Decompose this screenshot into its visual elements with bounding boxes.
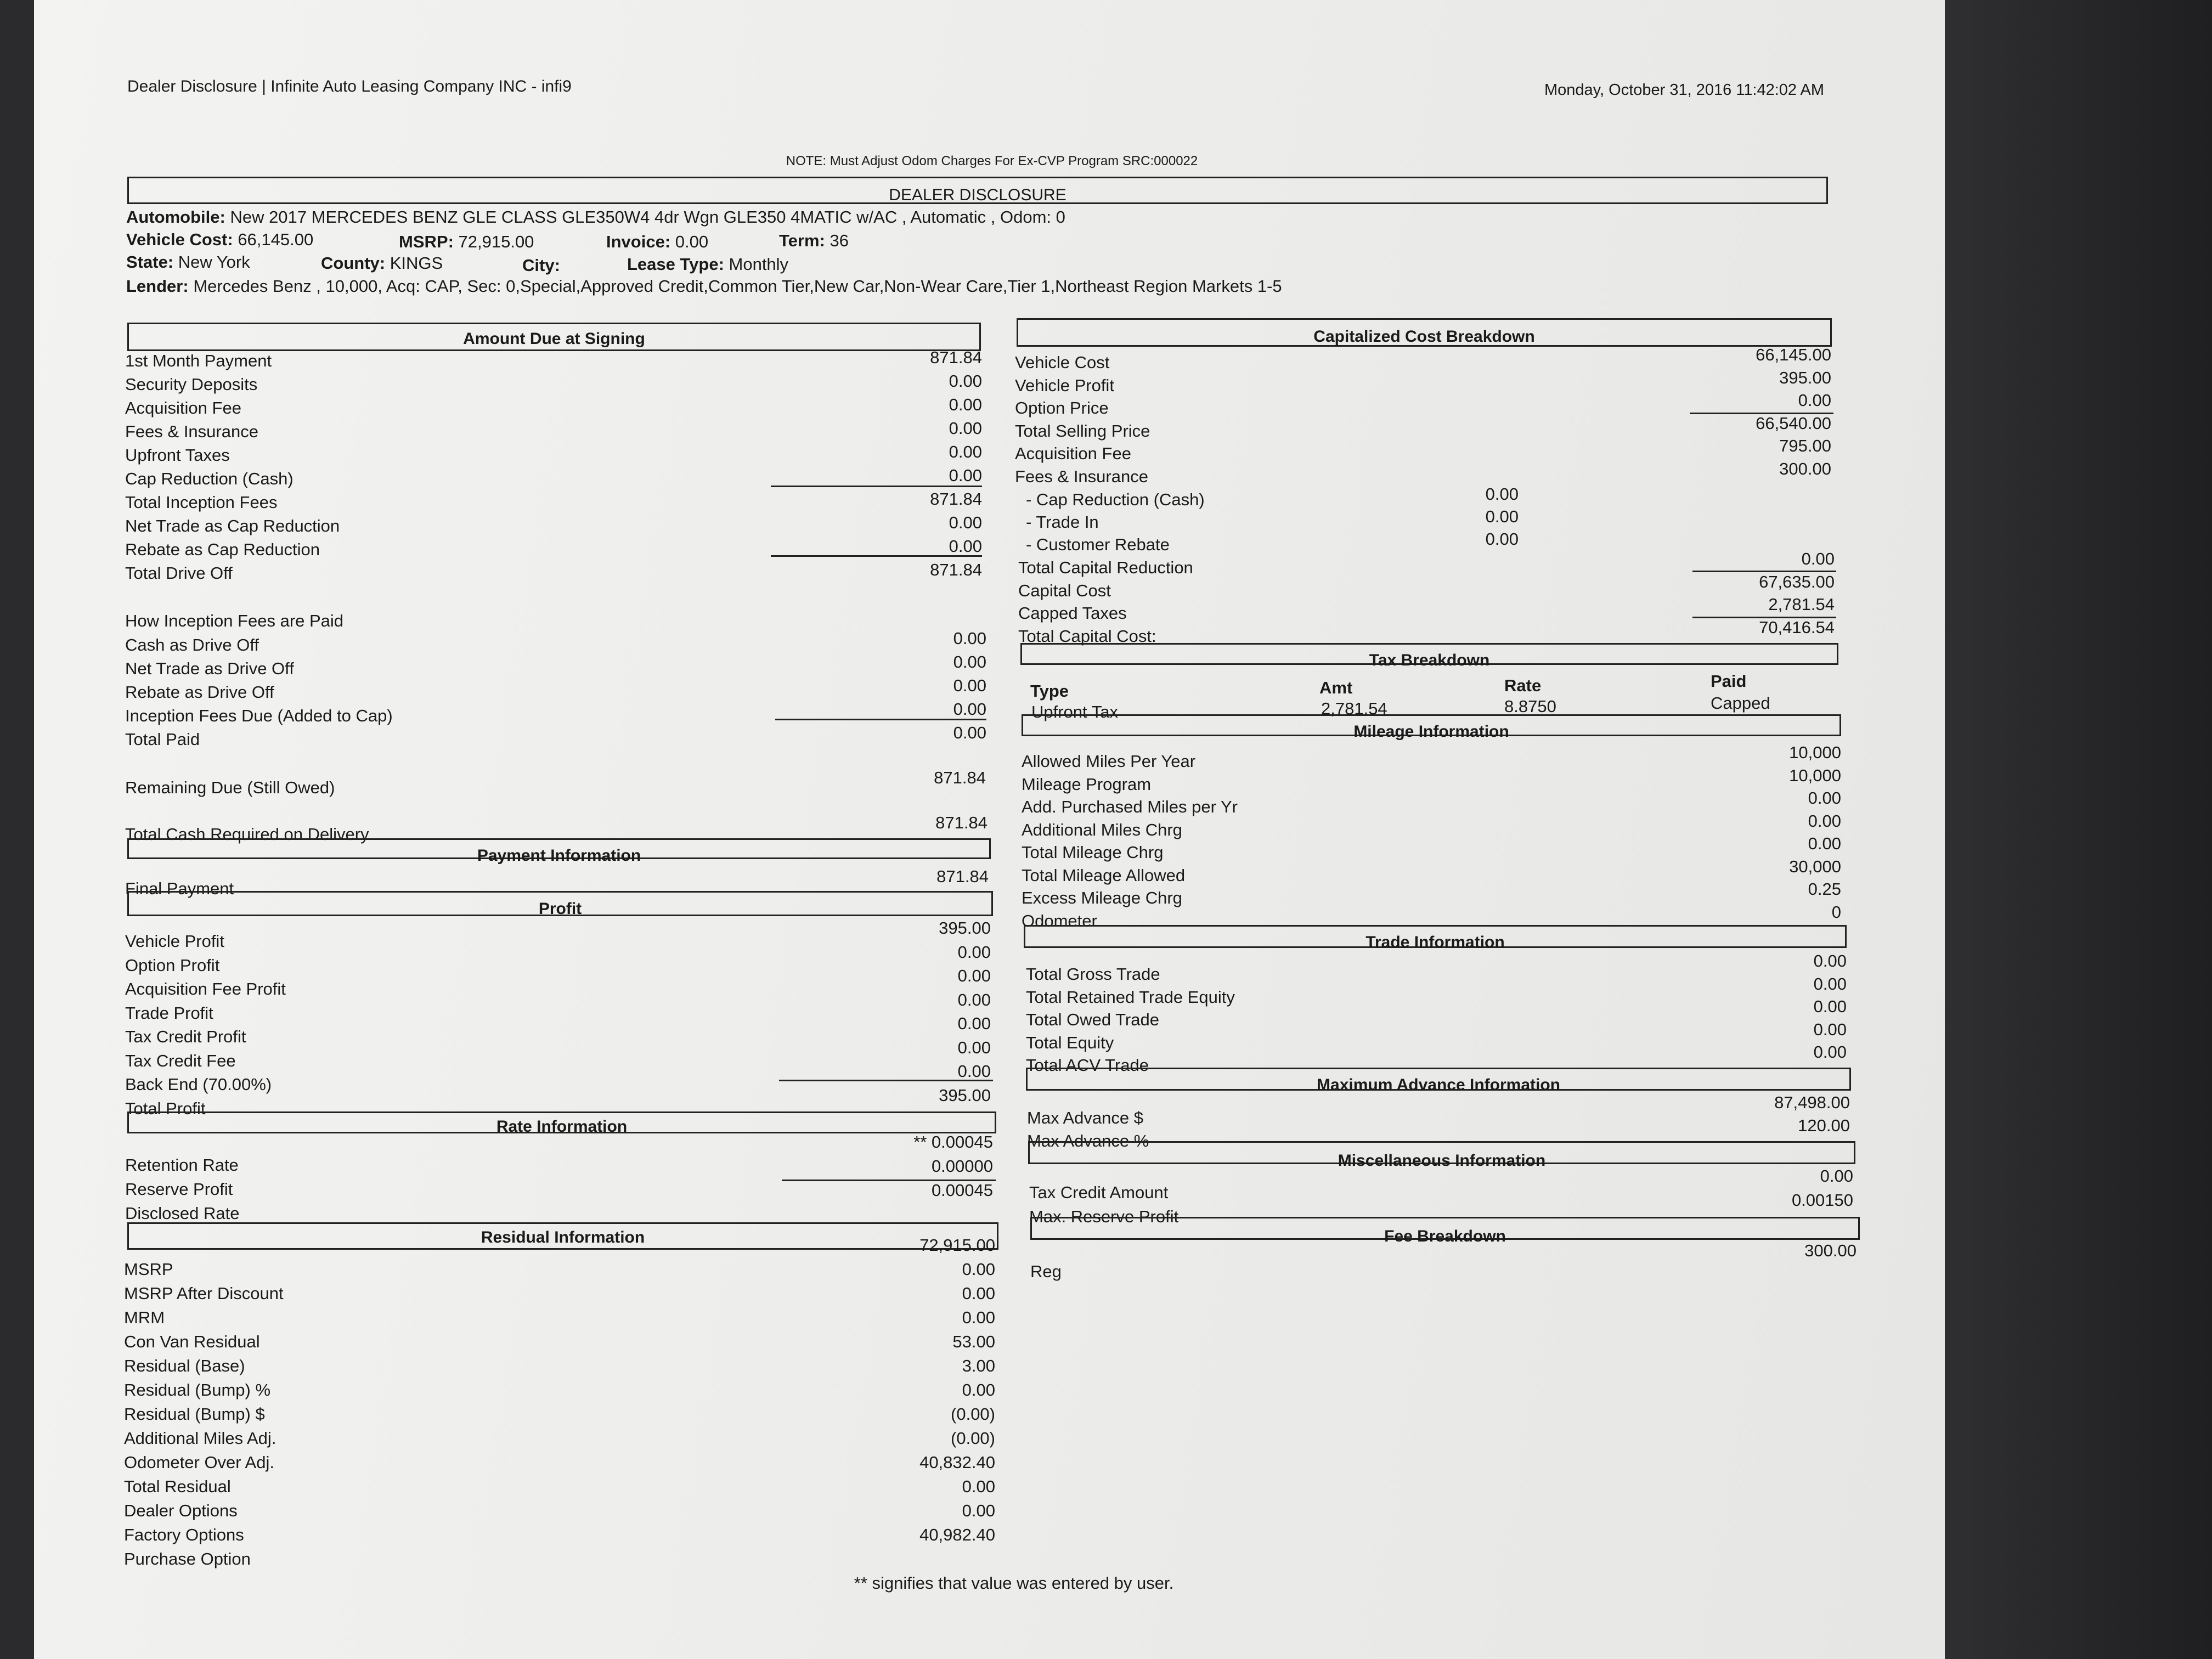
residual-info-title: Residual Information: [481, 1228, 645, 1246]
residual-info-box: [127, 1222, 998, 1250]
max-advance-title: Maximum Advance Information: [1317, 1076, 1560, 1094]
row-label: Acquisition Fee Profit: [125, 979, 286, 998]
row-label: Mileage Program: [1022, 774, 1152, 794]
row-value: 120.00: [1798, 1116, 1850, 1135]
rate-info-title: Rate Information: [496, 1118, 628, 1136]
row-label: Fees & Insurance: [125, 422, 258, 441]
trade-title: Trade Information: [1365, 933, 1505, 951]
row-label: Residual (Bump) $: [124, 1404, 265, 1424]
lender-line: Lender: Mercedes Benz , 10,000, Acq: CAP, Sec: 0,Special,Approved Credit,Common Tier,New Car,Non-Wear Care,Tier 1,Northeast Region Markets 1-5: [126, 276, 1282, 296]
row-label: Excess Mileage Chrg: [1022, 888, 1182, 907]
tax-paid: Capped: [1711, 693, 1770, 713]
row-label: Total Inception Fees: [125, 493, 278, 512]
invoice-field: Invoice: 0.00: [606, 232, 709, 251]
header-note: NOTE: Must Adjust Odom Charges For Ex-CVP Program SRC:000022: [786, 154, 1198, 168]
row-value: 0.00: [953, 629, 986, 648]
row-value: 0.00: [957, 942, 991, 962]
row-value: 300.00: [1779, 459, 1831, 478]
disclosure-title: DEALER DISCLOSURE: [889, 186, 1066, 204]
row-value: 67,635.00: [1759, 572, 1835, 591]
row-label: Cash as Drive Off: [125, 635, 259, 654]
row-value: 0.00: [957, 1014, 991, 1033]
row-label: Fees & Insurance: [1015, 466, 1148, 486]
tax-type: Upfront Tax: [1031, 702, 1118, 721]
row-label: Back End (70.00%): [125, 1075, 272, 1094]
row-label: Vehicle Profit: [125, 932, 224, 951]
row-label: Option Profit: [125, 955, 220, 975]
row-value: 10,000: [1789, 765, 1841, 785]
row-label: Tax Credit Amount: [1029, 1183, 1169, 1202]
row-label: Upfront Taxes: [125, 445, 230, 465]
row-value: 0.00: [1813, 974, 1847, 994]
misc-title: Miscellaneous Information: [1338, 1152, 1546, 1170]
fee-title: Fee Breakdown: [1384, 1227, 1506, 1245]
row-value: 395.00: [1779, 368, 1831, 387]
total-cash-value: 871.84: [935, 813, 988, 832]
row-value: 795.00: [1779, 436, 1831, 455]
row-label: Max. Reserve Profit: [1029, 1207, 1179, 1226]
row-label: Reserve Profit: [125, 1180, 233, 1199]
automobile-line: Automobile: New 2017 MERCEDES BENZ GLE CLASS GLE350W4 4dr Wgn GLE350 4MATIC w/AC , Automatic , Odom: 0: [126, 207, 1065, 227]
amount-due-title: Amount Due at Signing: [463, 330, 645, 348]
tax-amt: 2,781.54: [1321, 699, 1387, 718]
remaining-due-value: 871.84: [934, 768, 986, 787]
row-value: 0.00: [957, 1037, 991, 1057]
row-label: Total Owed Trade: [1026, 1010, 1159, 1029]
row-label: Total Retained Trade Equity: [1026, 987, 1235, 1007]
row-value: 0.00: [962, 1380, 995, 1400]
row-label: Total Equity: [1026, 1032, 1114, 1052]
subtotal-line: [1692, 571, 1836, 572]
row-label: Total Capital Cost:: [1018, 626, 1156, 646]
row-label: Dealer Options: [124, 1501, 238, 1520]
row-label: Total Paid: [125, 730, 200, 749]
row-value: 0.25: [1808, 879, 1841, 899]
row-value: 87,498.00: [1774, 1093, 1850, 1112]
tax-box: [1020, 643, 1838, 669]
row-value: ** 0.00045: [913, 1132, 993, 1152]
header-title: Dealer Disclosure | Infinite Auto Leasing Company INC - infi9: [127, 77, 572, 95]
row-value: 0.00: [949, 513, 982, 532]
msrp-field: MSRP: 72,915.00: [399, 232, 534, 251]
row-value: 0.00: [1813, 997, 1847, 1016]
row-label: Rebate as Drive Off: [125, 682, 274, 702]
row-label: - Customer Rebate: [1026, 535, 1170, 554]
row-value: 10,000: [1789, 743, 1841, 762]
row-label: MSRP: [124, 1260, 173, 1279]
row-value: 0.00: [962, 1284, 995, 1303]
row-value: 0.00: [1813, 1019, 1847, 1039]
row-value: 0.00: [1798, 391, 1831, 410]
paper-document: [34, 0, 1945, 1659]
row-label: Residual (Bump) %: [124, 1380, 271, 1400]
subtotal-line: [782, 1180, 996, 1181]
row-label: Tax Credit Fee: [125, 1051, 236, 1070]
row-label: Total ACV Trade: [1026, 1056, 1149, 1075]
row-value: 3.00: [962, 1356, 995, 1375]
row-label: Security Deposits: [125, 375, 258, 394]
tax-header-rate: Rate: [1504, 676, 1542, 695]
row-label: Total Gross Trade: [1026, 964, 1160, 984]
row-value: 300.00: [1804, 1241, 1857, 1260]
cap-cost-box: [1017, 318, 1832, 347]
row-value: 53.00: [952, 1332, 995, 1351]
row-label: Total Capital Reduction: [1018, 558, 1193, 577]
row-label: - Cap Reduction (Cash): [1026, 490, 1205, 509]
row-value: 40,982.40: [919, 1525, 995, 1544]
row-value: 0.00: [953, 676, 986, 695]
row-label: Trade Profit: [125, 1003, 213, 1023]
subtotal-line: [775, 719, 986, 720]
row-value: 0.00: [949, 395, 982, 414]
rate-info-box: [127, 1111, 996, 1136]
amount-due-box: [127, 323, 981, 351]
row-value: 0.00: [1808, 788, 1841, 808]
row-value: 0.00: [962, 1477, 995, 1496]
row-value: 871.84: [930, 348, 982, 367]
lease-type-field: Lease Type: Monthly: [627, 255, 789, 274]
row-label: Residual (Base): [124, 1356, 245, 1375]
row-value: 2,781.54: [1768, 595, 1835, 614]
subtotal-line: [1690, 413, 1833, 414]
row-value: 0.00: [949, 419, 982, 438]
row-value: 0.00: [1808, 834, 1841, 853]
row-label: Odometer: [1022, 911, 1097, 930]
tax-header-paid: Paid: [1711, 672, 1747, 691]
row-value: 0.00045: [931, 1181, 993, 1200]
row-label: 1st Month Payment: [125, 351, 272, 370]
tax-header-amt: Amt: [1319, 678, 1353, 697]
row-label: Capital Cost: [1018, 580, 1111, 600]
row-label: Total Drive Off: [125, 563, 233, 583]
row-value: 40,832.40: [919, 1453, 995, 1472]
misc-box: [1028, 1141, 1855, 1170]
row-label: MRM: [124, 1308, 165, 1327]
row-value: 0.00: [962, 1260, 995, 1279]
row-label: Option Price: [1015, 398, 1109, 417]
city-field: City:: [522, 256, 560, 275]
row-value: 871.84: [930, 560, 982, 579]
row-label: Inception Fees Due (Added to Cap): [125, 706, 393, 725]
total-cash-label: Total Cash Required on Delivery: [125, 825, 369, 844]
payment-info-box: [127, 838, 991, 865]
row-value: 395.00: [939, 1085, 991, 1105]
row-label: Vehicle Profit: [1015, 375, 1114, 395]
row-value: 0.00: [949, 537, 982, 556]
row-value: 66,540.00: [1756, 413, 1831, 433]
row-value: 0.00: [1485, 529, 1519, 549]
row-value: 0: [1831, 902, 1841, 922]
footer-note: ** signifies that value was entered by user.: [854, 1573, 1174, 1593]
row-label: Capped Taxes: [1018, 603, 1127, 623]
row-label: Vehicle Cost: [1015, 353, 1110, 372]
row-label: Net Trade as Cap Reduction: [125, 516, 340, 535]
remaining-due-label: Remaining Due (Still Owed): [125, 778, 335, 797]
tax-title: Tax Breakdown: [1369, 651, 1490, 669]
subtotal-line: [779, 1080, 993, 1081]
vehicle-cost-field: Vehicle Cost: 66,145.00: [126, 230, 314, 249]
row-label: Tax Credit Profit: [125, 1027, 246, 1046]
mileage-title: Mileage Information: [1353, 723, 1509, 741]
subtotal-line: [771, 486, 982, 487]
row-label: Cap Reduction (Cash): [125, 469, 294, 488]
how-paid-label: How Inception Fees are Paid: [125, 611, 344, 630]
row-value: 0.00: [949, 442, 982, 461]
mileage-box: [1022, 714, 1841, 741]
row-label: Factory Options: [124, 1525, 244, 1544]
row-value: 0.00: [962, 1308, 995, 1327]
row-label: Additional Miles Adj.: [124, 1429, 276, 1448]
row-value: 0.00: [953, 652, 986, 672]
dealer-disclosure-box: [127, 177, 1828, 204]
row-label: Add. Purchased Miles per Yr: [1022, 797, 1238, 816]
row-value: 871.84: [930, 489, 982, 509]
row-label: Total Profit: [125, 1098, 206, 1118]
final-payment-label: Final Payment: [125, 879, 234, 898]
term-field: Term: 36: [779, 231, 849, 250]
row-label: Disclosed Rate: [125, 1204, 240, 1223]
row-value: 0.00: [962, 1501, 995, 1520]
row-label: Total Selling Price: [1015, 421, 1150, 441]
row-value: 0.00: [1813, 951, 1847, 970]
tax-rate: 8.8750: [1504, 697, 1556, 716]
row-value: 66,145.00: [1756, 345, 1831, 364]
row-label: Rebate as Cap Reduction: [125, 540, 320, 559]
row-value: 0.00: [1813, 1042, 1847, 1062]
row-value: (0.00): [951, 1429, 995, 1448]
profit-box: [127, 891, 993, 916]
row-value: 0.00: [1808, 811, 1841, 831]
row-label: Acquisition Fee: [125, 398, 241, 417]
row-value: (0.00): [951, 1404, 995, 1424]
row-label: Retention Rate: [125, 1155, 239, 1175]
payment-info-title: Payment Information: [477, 847, 641, 865]
row-label: Purchase Option: [124, 1549, 251, 1568]
row-label: - Trade In: [1026, 512, 1099, 532]
row-value: 72,915.00: [919, 1235, 995, 1255]
row-label: Acquisition Fee: [1015, 444, 1131, 463]
subtotal-line: [771, 555, 982, 557]
tax-header-type: Type: [1030, 681, 1069, 701]
row-value: 0.00: [1485, 507, 1519, 526]
row-value: 0.00: [1801, 549, 1835, 568]
row-value: 395.00: [939, 918, 991, 938]
row-value: 30,000: [1789, 856, 1841, 876]
trade-box: [1024, 925, 1847, 951]
row-value: 0.00: [949, 466, 982, 485]
row-label: Con Van Residual: [124, 1332, 260, 1351]
subtotal-line: [1692, 617, 1836, 618]
max-advance-box: [1026, 1068, 1851, 1094]
row-label: Total Mileage Allowed: [1022, 865, 1186, 885]
row-label: Additional Miles Chrg: [1022, 820, 1182, 839]
row-label: Total Residual: [124, 1477, 231, 1496]
row-label: Total Mileage Chrg: [1022, 843, 1164, 862]
row-label: Reg: [1030, 1262, 1062, 1281]
row-label: Odometer Over Adj.: [124, 1453, 274, 1472]
row-value: 0.00: [957, 990, 991, 1009]
county-field: County: KINGS: [321, 253, 443, 273]
row-value: 0.00: [953, 699, 986, 719]
row-value: 70,416.54: [1759, 617, 1835, 637]
row-label: Net Trade as Drive Off: [125, 659, 294, 678]
row-value: 0.00: [1820, 1166, 1853, 1186]
row-value: 0.00: [953, 723, 986, 742]
row-value: 0.00000: [931, 1156, 993, 1176]
state-field: State: New York: [126, 252, 250, 272]
header-datetime: Monday, October 31, 2016 11:42:02 AM: [1544, 81, 1824, 99]
row-label: Max Advance %: [1027, 1131, 1149, 1150]
row-value: 0.00: [957, 966, 991, 985]
row-value: 0.00: [949, 371, 982, 391]
fee-box: [1030, 1217, 1860, 1245]
row-label: MSRP After Discount: [124, 1284, 284, 1303]
row-label: Max Advance $: [1027, 1108, 1143, 1127]
profit-title: Profit: [538, 900, 582, 918]
row-value: 0.00: [957, 1062, 991, 1081]
row-value: 0.00: [1485, 484, 1519, 504]
row-value: 0.00150: [1791, 1190, 1853, 1210]
row-label: Allowed Miles Per Year: [1022, 752, 1196, 771]
cap-cost-title: Capitalized Cost Breakdown: [1313, 328, 1535, 346]
final-payment-value: 871.84: [936, 867, 989, 886]
